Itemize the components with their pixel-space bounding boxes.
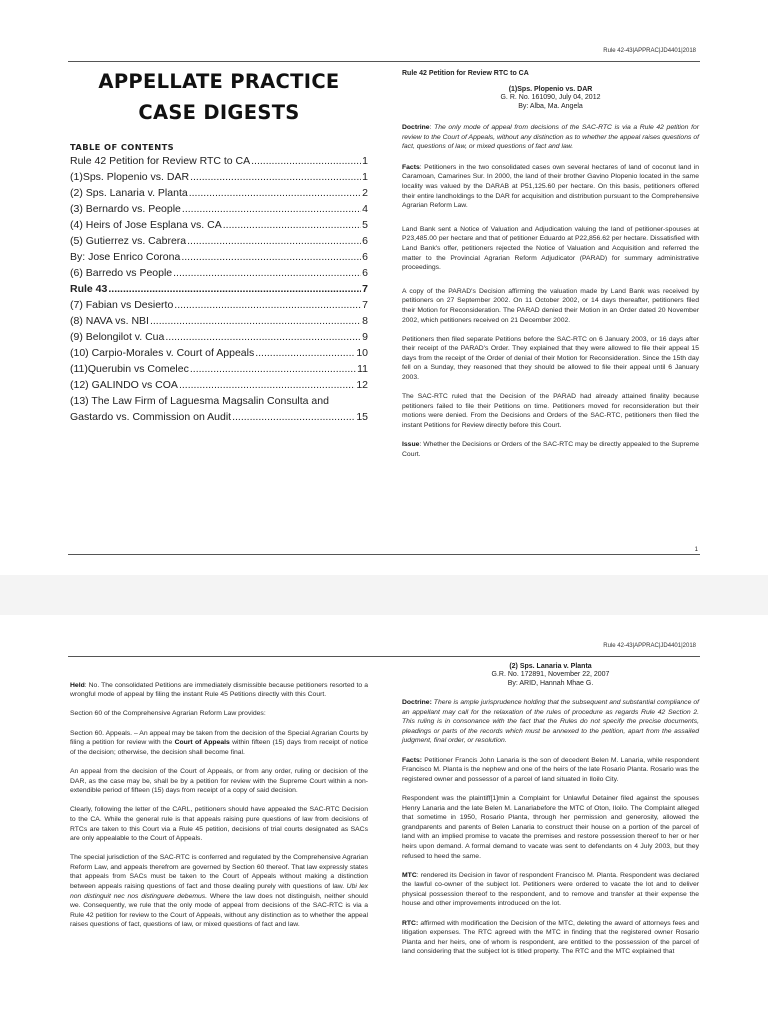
latin-maxim: Ubi lex non distinguit nec nos distinguere debemus. xyxy=(70,883,369,900)
toc-entry[interactable] xyxy=(70,361,368,377)
toc-leader xyxy=(179,377,355,393)
toc-entry-title: (5) Gutierrez vs. Cabrera xyxy=(70,235,187,247)
doctrine-paragraph: Doctrine: The only mode of appeal from decisions of the SAC-RTC is via a Rule 42 petition for review to the Court of Appeals, without any distinction as to whether the appeal raises questions of fact, questions of law, or mixed questions of fact and law. xyxy=(402,124,699,151)
toc-entry[interactable] xyxy=(70,153,368,169)
body-paragraph: Clearly, following the letter of the CARL, petitioners should have appealed the SAC-RTC Decision to the CA. While the general rule is that appeals raising pure questions of law from decisions of RTCs are taken to this Court via a Rule 45 petition, decisions of trial courts designated as SACs are only appealable to the Court of Appeals. xyxy=(70,806,368,843)
doctrine-text: There is ample jurisprudence holding that the subsequent and substantial compliance of an appellant may call for the relaxation of the rules of procedure as regards Rule 42 Section 2. This ruling is in consonance with the fact that the Rules do not specify the precise documents, pleadings or parts of the records which must be annexed to the petition, apart from the assailed judgment, final order, or resolution. xyxy=(402,699,699,745)
toc-entry-page: 12 xyxy=(356,379,368,391)
toc-entry[interactable] xyxy=(70,297,368,313)
rtc-label: RTC: xyxy=(402,919,419,927)
rtc-text: affirmed with modification the Decision of the MTC, deleting the award of attorneys fees and litigation expenses. The RTC agreed with the MTC in finding that the registered owner Rosario Planta and her heirs, one of whom is respondent, are entitled to the possession of the parcel of land considering that the subject lot is titled property. The RTC and the MTC explained that xyxy=(402,919,699,956)
title-line-2: CASE DIGESTS xyxy=(138,101,300,124)
toc-entry-page: 6 xyxy=(362,235,368,247)
toc-entry-title: (9) Belongilot v. Cua xyxy=(70,331,165,343)
toc-entry[interactable] xyxy=(70,265,368,281)
toc-entry-page: 10 xyxy=(356,347,368,359)
toc-entry-page: 7 xyxy=(362,283,368,295)
toc-entry-page: 1 xyxy=(362,171,368,183)
toc-entry-title: (12) GALINDO vs COA xyxy=(70,379,178,391)
toc-entry[interactable] xyxy=(70,249,368,265)
toc-entry-page: 6 xyxy=(362,251,368,263)
issue-text: Whether the Decisions or Orders of the SAC-RTC may be directly appealed to the Supreme Court. xyxy=(402,441,700,458)
body-paragraph: The SAC-RTC ruled that the Decision of the PARAD had already attained finality because petitioners failed to file their Petitions on time. Petitioners moved for reconsideration but their motions were denied. From the Decisions and Orders of the SAC-RTC, petitioners then filed the instant Petitions for Review directly before this Court. xyxy=(402,393,699,430)
toc-entry-title: (4) Heirs of Jose Esplana vs. CA xyxy=(70,219,222,231)
body-paragraph: Section 60 of the Comprehensive Agrarian Reform Law provides: xyxy=(70,710,266,718)
toc-entry[interactable] xyxy=(70,329,368,345)
right-column xyxy=(402,70,699,459)
toc-entry-title: (1)Sps. Plopenio vs. DAR xyxy=(70,171,190,183)
page-header-reference: Rule 42-43|APPRAC|JD4401|2018 xyxy=(603,643,696,649)
section-heading: Rule 42 Petition for Review RTC to CA xyxy=(402,70,529,77)
toc-entry-title: (7) Fabian vs Desierto xyxy=(70,299,174,311)
text-run: Section 60. Appeals. – An appeal may be taken from the decision of the Special Agrarian Courts by filing a petition for review with the xyxy=(70,729,368,747)
toc-entry-title: (6) Barredo vs People xyxy=(70,267,173,279)
toc-leader xyxy=(189,185,361,201)
toc-entry-title: By: Jose Enrico Corona xyxy=(70,251,181,263)
toc-leader xyxy=(150,313,361,329)
toc-leader xyxy=(251,153,361,169)
toc-entry-page: 15 xyxy=(356,411,368,423)
held-text: No. The consolidated Petitions are immediately dismissible because petitioners resorted to a wrongful mode of appeal by filing the instant Rule 45 Petitions directly with this Court. xyxy=(70,681,368,699)
toc-leader xyxy=(165,329,361,345)
toc-entry-title: (3) Bernardo vs. People xyxy=(70,203,181,215)
header-rule xyxy=(68,656,700,657)
mtc-paragraph: MTC: rendered its Decision in favor of respondent Francisco M. Planta. Respondent was declared the lawful co-owner of the subject lot. Petitioners were ordered to vacate the lot and to deliver physical possession thereof to the respondent, and to remove and transfer at their expense the house and other improvements introduced on the lot. xyxy=(402,871,699,908)
body-paragraph xyxy=(70,853,368,930)
page-number: 1 xyxy=(694,547,698,553)
left-column xyxy=(70,671,368,930)
toc-leader xyxy=(181,249,361,265)
toc-leader xyxy=(173,265,361,281)
title-line-1: APPELLATE PRACTICE xyxy=(98,70,340,93)
text-run: The special jurisdiction of the SAC-RTC is conferred and regulated by the Comprehensive Agrarian Reform Law, and appeals therefrom are governed by Section 60 thereof. That law expressly states that appeals from SACs must be taken to the Court of Appeals without making a distinction between appeals raising questions of fact and those dealing purely with questions of law. xyxy=(70,854,368,891)
facts-paragraph: Facts: Petitioners in the two consolidated cases own several hectares of land of coconut land in Caramoan, Camarines Sur. In 2000, the land of their brother Gavino Plopenio located in the same locality was valued by the DARAB at P51,125.60 per hectare. On this basis, petitioners offered their entire landholdings to the DAR for acquisition and distribution pursuant to the Comprehensive Agrarian Reform Law. xyxy=(402,163,699,210)
toc-entry[interactable] xyxy=(70,185,368,201)
page-gap xyxy=(0,575,768,615)
document-title xyxy=(70,66,368,128)
toc-entry[interactable] xyxy=(70,233,368,249)
toc-entry-title: (13) The Law Firm of Laguesma Magsalin Consulta and xyxy=(70,395,329,407)
body-paragraph: An appeal from the decision of the Court of Appeals, or from any order, ruling or decision of the DAR, as the case may be, shall be by a petition for review with the Supreme Court within a non-extendible period of fifteen (15) days from receipt of a copy of said decision. xyxy=(70,767,368,795)
toc-leader xyxy=(174,297,361,313)
toc-heading: TABLE OF CONTENTS xyxy=(70,142,175,152)
issue-label: Issue xyxy=(402,441,420,449)
facts-label: Facts xyxy=(402,163,420,171)
footer-rule xyxy=(68,554,700,555)
toc-entry-page: 6 xyxy=(362,267,368,279)
issue-paragraph: Issue: Whether the Decisions or Orders of the SAC-RTC may be directly appealed to the Supreme Court. xyxy=(402,441,700,458)
toc-entry-title: Rule 43 xyxy=(70,283,108,295)
case-gr-number: G.R. No. 172891, November 22, 2007 xyxy=(491,671,610,678)
facts-text: Petitioners in the two consolidated cases own several hectares of land of coconut land in Caramoan, Camarines Sur. In 2000, the land of their brother Gavino Plopenio located in the same locality was valued by the DARAB at P51,125.60 per hectare. On this basis, petitioners offered their entire landholdings to the DAR for acquisition and distribution pursuant to the Comprehensive Agrarian Reform Law. xyxy=(402,163,699,210)
case-author: By: Alba, Ma. Angela xyxy=(518,103,583,110)
toc-entry[interactable] xyxy=(70,217,368,233)
held-paragraph: Held: No. The consolidated Petitions are immediately dismissible because petitioners resorted to a wrongful mode of appeal by filing the instant Rule 45 Petitions directly with this Court. xyxy=(70,681,368,699)
rtc-paragraph xyxy=(402,919,699,957)
case-title: (2) Sps. Lanaria v. Planta xyxy=(509,663,592,670)
toc-entry-page: 2 xyxy=(362,187,368,199)
doctrine-label: Doctrine: xyxy=(402,699,432,706)
toc-entry-page: 11 xyxy=(357,363,368,375)
toc-entry[interactable] xyxy=(70,201,368,217)
document-page-2 xyxy=(0,615,768,1024)
toc-entry-page: 8 xyxy=(362,315,368,327)
toc-entry-title: (10) Carpio-Morales v. Court of Appeals xyxy=(70,347,255,359)
toc-entry-page: 7 xyxy=(362,299,368,311)
left-column xyxy=(70,66,368,425)
toc-leader xyxy=(232,409,355,425)
facts-paragraph xyxy=(402,756,699,785)
toc-entry-page: 5 xyxy=(362,219,368,231)
toc-entry-title: (8) NAVA vs. NBI xyxy=(70,315,149,327)
toc-leader xyxy=(187,233,361,249)
doctrine-paragraph xyxy=(402,698,699,746)
page-header-reference: Rule 42-43|APPRAC|JD4401|2018 xyxy=(603,48,696,54)
toc-entry-title: (2) Sps. Lanaria v. Planta xyxy=(70,187,188,199)
case-title: (1)Sps. Plopenio vs. DAR xyxy=(508,86,593,93)
toc-leader xyxy=(190,169,361,185)
text-run: within fifteen (15) days from receipt of notice of the decision; otherwise, the decision shall become final. xyxy=(70,739,368,756)
mtc-text: rendered its Decision in favor of respondent Francisco M. Planta. Respondent was declared the lawful co-owner of the subject lot. Petitioners were ordered to vacate the lot and to deliver physical possession thereof to the respondent, and to remove and transfer at their expense the house and other improvements introduced on the lot. xyxy=(402,871,699,908)
doctrine-text: The only mode of appeal from decisions of the SAC-RTC is via a Rule 42 petition for review to the Court of Appeals, without any distinction as to whether the appeal raises questions of fact, questions of law, or mixed questions of fact and law. xyxy=(402,124,699,151)
toc-entry[interactable] xyxy=(70,169,368,185)
body-paragraph: Petitioners then filed separate Petitions before the SAC-RTC on 6 January 2003, or 16 days after their receipt of the PARAD's Order. They explained that they were allowed to file their appeal 15 days from the receipt of the Order of denial of their Motion for Reconsideration. Since the 15th day fell on a Sunday, they reasoned that they should be allowed to file their appeal until 6 January 2003. xyxy=(402,335,699,382)
held-label: Held xyxy=(70,681,85,689)
toc-entry-title: Gastardo vs. Commission on Audit xyxy=(70,411,232,423)
doctrine-label: Doctrine xyxy=(402,124,430,131)
facts-label: Facts: xyxy=(402,756,423,764)
toc-entry-page: 4 xyxy=(362,203,368,215)
toc-leader xyxy=(223,217,361,233)
body-paragraph: A copy of the PARAD's Decision affirming the valuation made by Land Bank was received by petitioners on 27 September 2002. On 11 October 2002, or 14 days thereafter, petitioners filed their Motion for Reconsideration. The PARAD denied their Motion in an Order dated 20 November 2002, which petitioners received on 21 December 2002. xyxy=(402,287,699,324)
body-paragraph xyxy=(70,729,368,758)
table-of-contents xyxy=(70,153,368,393)
body-paragraph: Land Bank sent a Notice of Valuation and Adjudication valuing the land of petitioner-spouses at P23,485.00 per hectare and that of petitioner Eduardo at P22,856.62 per hectare. Dissatisfied with Land Bank's offer, petitioners rejected the Notice of Valuation and Acquisition and referred the matter to the Provincial Agrarian Reform Adjudicator (PARAD) for summary administrative proceedings. xyxy=(402,225,699,272)
toc-entry[interactable] xyxy=(70,377,368,393)
text-run: Where the law does not distinguish, neither should we. Consequently, we rule that the only mode of appeal from decisions of the SAC-RTC is via a Rule 42 petition for review to the Court of Appeals, without any distinction as to whether the appeal raises questions of fact, questions of law, or mixed questions of fact and law. xyxy=(70,892,368,929)
toc-entry-page: 9 xyxy=(362,331,368,343)
toc-entry-page: 1 xyxy=(362,155,368,167)
toc-entry-title: (11)Querubin vs Comelec xyxy=(70,363,189,375)
facts-text: Petitioner Francis John Lanaria is the son of decedent Belen M. Lanaria, while respondent Francisco M. Planta is the nephew and one of the heirs of the late Rosario Planta. Rosario was the registered owner and possessor of a parcel of land situated in Iloilo City. xyxy=(402,756,699,783)
toc-leader xyxy=(108,281,361,297)
toc-entry[interactable] xyxy=(70,313,368,329)
body-paragraph: Respondent was the plaintiff[1]min a Complaint for Unlawful Detainer filed against the spouses Henry Lanaria and the late Belen M. Lanariabefore the MTC of Oton, Iloilo. The Complaint alleged that sometime in 1950, Rosario Planta, through her permission and generosity, allowed the grandparents and parents of Belen Lanaria to construct their house on a portion of the parcel of land with an implied promise to vacate the premises and restore possession thereof to her or her heirs upon demand. A formal demand to vacate was sent to defendants on 4 July 2003, but they refused to heed the same. xyxy=(402,794,699,860)
emphasis: Court of Appeals xyxy=(174,739,230,747)
toc-entry-13[interactable] xyxy=(70,393,368,425)
toc-entry[interactable] xyxy=(70,345,368,361)
right-column xyxy=(402,663,699,957)
toc-entry-title: Rule 42 Petition for Review RTC to CA xyxy=(70,155,251,167)
case-author: By: ARID, Hannah Mhae G. xyxy=(507,680,594,687)
case-gr-number: G. R. No. 161090, July 04, 2012 xyxy=(500,94,601,101)
toc-leader xyxy=(182,201,361,217)
toc-leader xyxy=(190,361,356,377)
toc-entry[interactable] xyxy=(70,281,368,297)
mtc-label: MTC xyxy=(402,871,417,879)
header-rule xyxy=(68,61,700,62)
toc-leader xyxy=(255,345,355,361)
